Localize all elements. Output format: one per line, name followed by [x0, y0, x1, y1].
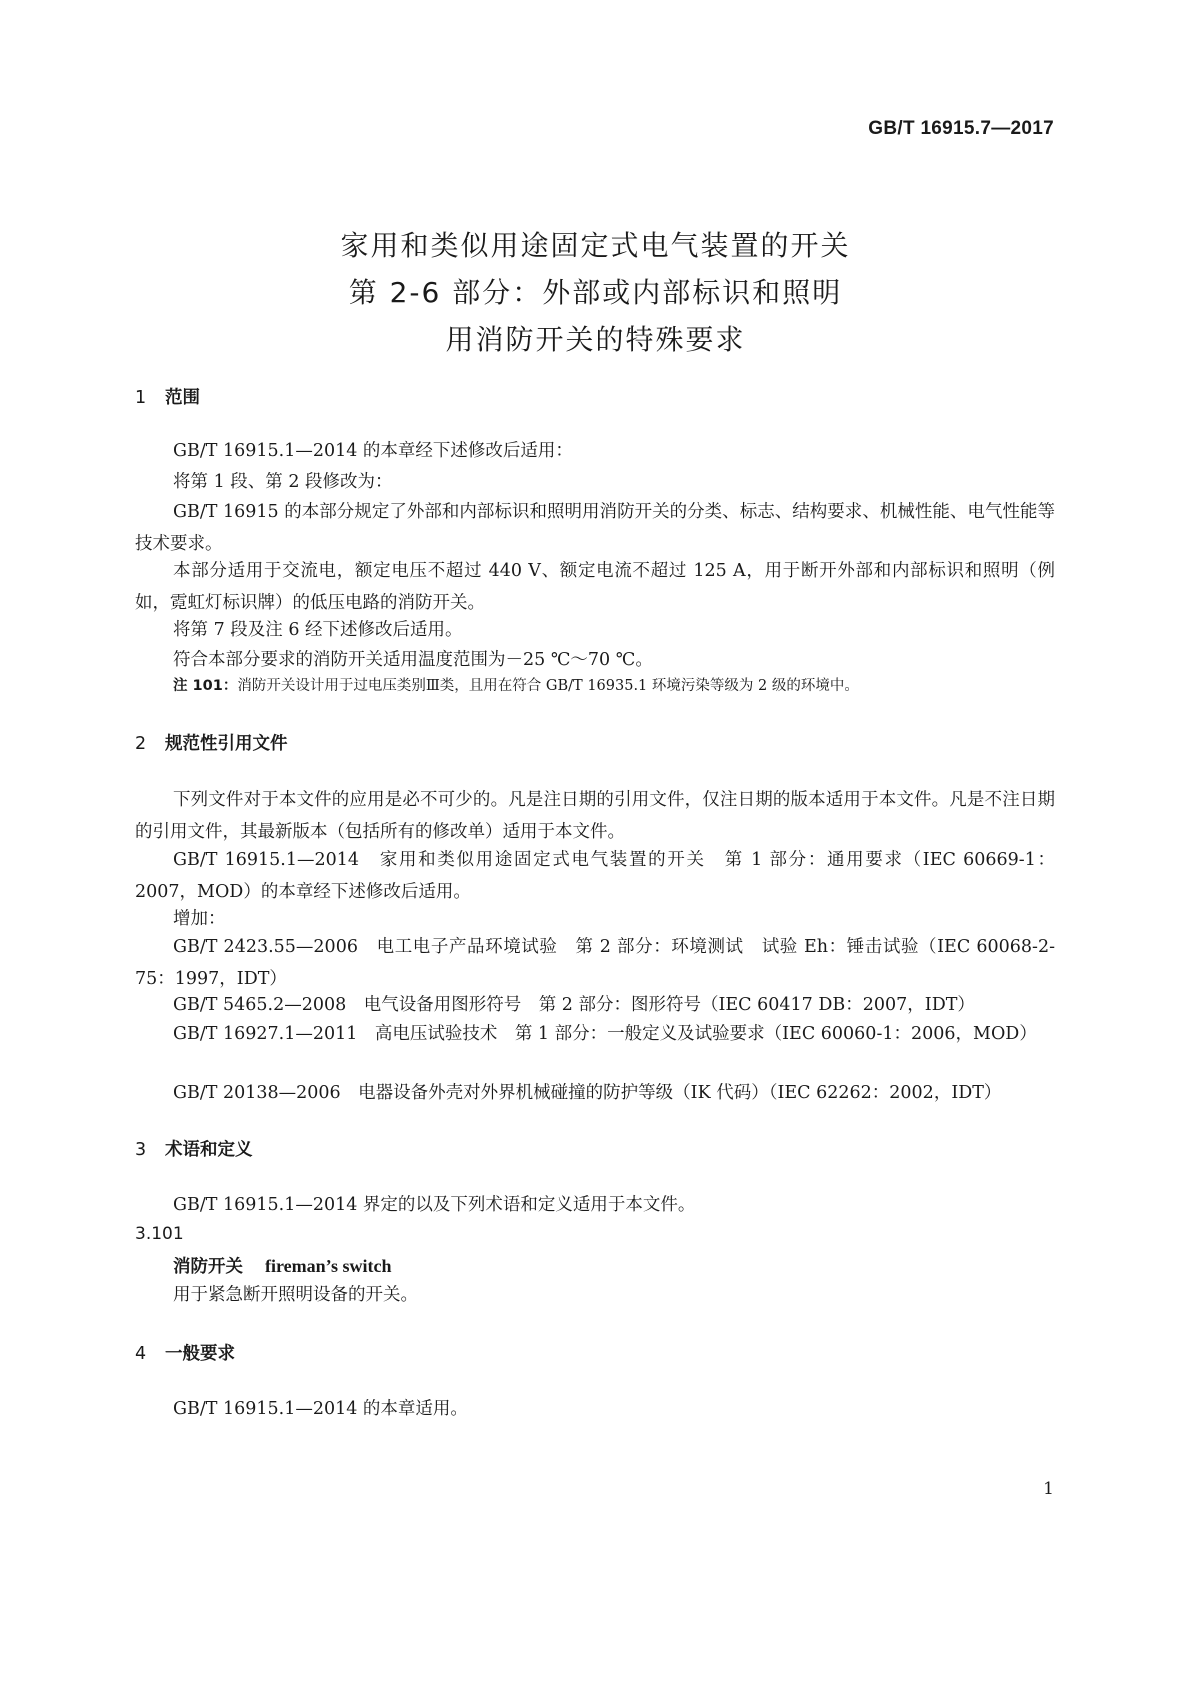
- term-name: [173, 1253, 391, 1278]
- section-2-heading: 2 规范性引用文件: [135, 734, 288, 754]
- section-4-heading: 4 一般要求: [135, 1344, 235, 1364]
- section-3-heading: 3 术语和定义: [135, 1140, 253, 1160]
- reference-entry: GB/T 16915.1—2014 家用和类似用途固定式电气装置的开关 第 1 部分：通用要求（IEC 60669-1：2007，MOD）的本章经下述修改后适用。: [135, 850, 1055, 902]
- reference-entry: GB/T 16927.1—2011 高电压试验技术 第 1 部分：一般定义及试验要求（IEC 60060-1：2006，MOD）: [173, 1024, 1037, 1044]
- paragraph: GB/T 16915.1—2014 的本章适用。: [173, 1399, 468, 1419]
- note-101: [173, 675, 859, 697]
- reference-entry: GB/T 5465.2—2008 电气设备用图形符号 第 2 部分：图形符号（IEC 60417 DB：2007，IDT）: [173, 995, 975, 1015]
- title-line-1: 家用和类似用途固定式电气装置的开关: [340, 229, 851, 262]
- term-en: fireman’s switch: [265, 1256, 392, 1276]
- standard-code: GB/T 16915.7—2017: [868, 118, 1054, 139]
- note-label: 注 101：: [173, 678, 238, 694]
- paragraph: 增加：: [173, 909, 226, 929]
- reference-entry: GB/T 2423.55—2006 电工电子产品环境试验 第 2 部分：环境测试 试验 Eh：锤击试验（IEC 60068-2-75：1997，IDT）: [135, 937, 1055, 989]
- title-line-2: 第 2-6 部分：外部或内部标识和照明: [348, 276, 843, 309]
- paragraph: 将第 1 段、第 2 段修改为：: [173, 472, 393, 492]
- term-zh: 消防开关: [173, 1257, 243, 1277]
- section-1-heading: 1 范围: [135, 388, 200, 408]
- title-line-3: 用消防开关的特殊要求: [445, 323, 746, 356]
- paragraph: 本部分适用于交流电，额定电压不超过 440 V、额定电流不超过 125 A，用于断开外部和内部标识和照明（例如，霓虹灯标识牌）的低压电路的消防开关。: [135, 561, 1055, 613]
- paragraph: GB/T 16915.1—2014 的本章经下述修改后适用：: [173, 441, 573, 461]
- reference-entry: GB/T 20138—2006 电器设备外壳对外界机械碰撞的防护等级（IK 代码）（IEC 62262：2002，IDT）: [173, 1083, 1002, 1103]
- document-title: [0, 222, 1191, 363]
- term-number: 3.101: [135, 1224, 184, 1244]
- paragraph: GB/T 16915.1—2014 界定的以及下列术语和定义适用于本文件。: [173, 1195, 696, 1215]
- note-text: 消防开关设计用于过电压类别Ⅲ类，且用在符合 GB/T 16935.1 环境污染等级为 2 级的环境中。: [237, 678, 859, 694]
- term-definition: 用于紧急断开照明设备的开关。: [173, 1285, 418, 1305]
- paragraph: 符合本部分要求的消防开关适用温度范围为－25 ℃～70 ℃。: [173, 650, 653, 670]
- paragraph: GB/T 16915 的本部分规定了外部和内部标识和照明用消防开关的分类、标志、结构要求、机械性能、电气性能等技术要求。: [135, 502, 1055, 554]
- paragraph: 将第 7 段及注 6 经下述修改后适用。: [173, 620, 463, 640]
- page-number: 1: [1043, 1479, 1054, 1499]
- paragraph: 下列文件对于本文件的应用是必不可少的。凡是注日期的引用文件，仅注日期的版本适用于本文件。凡是不注日期的引用文件，其最新版本（包括所有的修改单）适用于本文件。: [135, 790, 1055, 842]
